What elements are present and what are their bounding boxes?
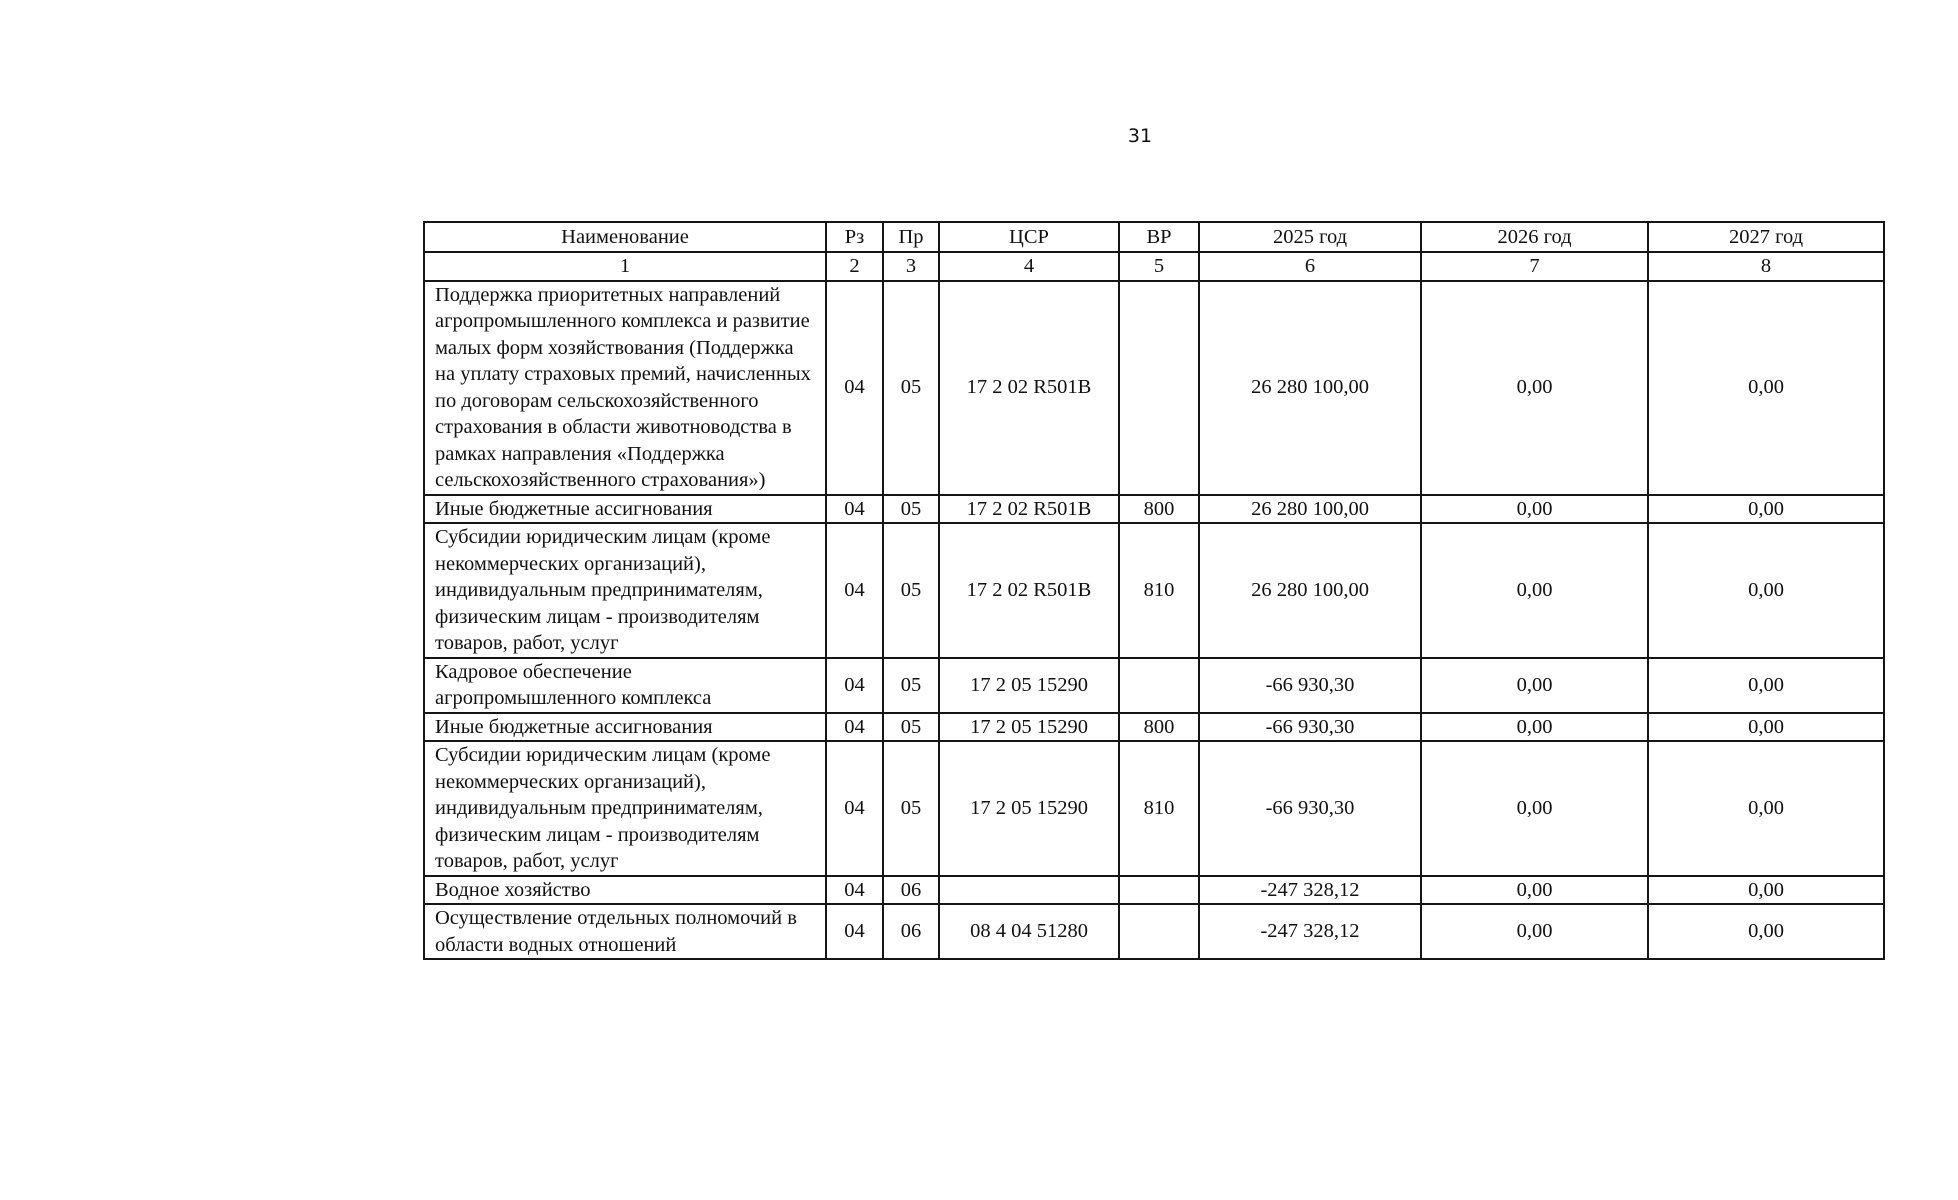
row-csr: 17 2 02 R501В bbox=[939, 523, 1119, 658]
row-vr: 800 bbox=[1119, 495, 1199, 524]
row-pr: 05 bbox=[883, 281, 939, 495]
row-2027: 0,00 bbox=[1648, 713, 1884, 742]
row-name: Кадровое обеспечение агропромышленного комплекса bbox=[424, 658, 826, 713]
row-2025: 26 280 100,00 bbox=[1199, 281, 1421, 495]
row-csr: 17 2 05 15290 bbox=[939, 658, 1119, 713]
row-pr: 06 bbox=[883, 904, 939, 959]
table-row bbox=[424, 658, 1884, 713]
row-2025: -247 328,12 bbox=[1199, 904, 1421, 959]
row-2025: 26 280 100,00 bbox=[1199, 495, 1421, 524]
header-pr: Пр bbox=[883, 222, 939, 252]
column-number: 1 bbox=[424, 252, 826, 281]
row-2026: 0,00 bbox=[1421, 904, 1648, 959]
row-vr bbox=[1119, 876, 1199, 905]
row-name: Иные бюджетные ассигнования bbox=[424, 713, 826, 742]
header-name: Наименование bbox=[424, 222, 826, 252]
row-vr: 810 bbox=[1119, 741, 1199, 876]
row-2025: -66 930,30 bbox=[1199, 658, 1421, 713]
row-name: Осуществление отдельных полномочий в области водных отношений bbox=[424, 904, 826, 959]
row-2025: -247 328,12 bbox=[1199, 876, 1421, 905]
row-2025: -66 930,30 bbox=[1199, 741, 1421, 876]
row-pr: 06 bbox=[883, 876, 939, 905]
row-vr bbox=[1119, 904, 1199, 959]
column-number: 5 bbox=[1119, 252, 1199, 281]
row-vr bbox=[1119, 281, 1199, 495]
row-rz: 04 bbox=[826, 741, 883, 876]
table-row bbox=[424, 523, 1884, 658]
row-2026: 0,00 bbox=[1421, 741, 1648, 876]
row-pr: 05 bbox=[883, 495, 939, 524]
column-number: 3 bbox=[883, 252, 939, 281]
page-number: 31 bbox=[1127, 125, 1153, 147]
column-number-row bbox=[424, 252, 1884, 281]
row-2027: 0,00 bbox=[1648, 658, 1884, 713]
row-rz: 04 bbox=[826, 523, 883, 658]
column-number: 6 bbox=[1199, 252, 1421, 281]
row-2026: 0,00 bbox=[1421, 658, 1648, 713]
row-name: Субсидии юридическим лицам (кроме некоммерческих организаций), индивидуальным предпринимателям, физическим лицам - производителям товаров, работ, услуг bbox=[424, 523, 826, 658]
row-pr: 05 bbox=[883, 658, 939, 713]
row-2027: 0,00 bbox=[1648, 876, 1884, 905]
table-row bbox=[424, 904, 1884, 959]
row-rz: 04 bbox=[826, 904, 883, 959]
header-2027: 2027 год bbox=[1648, 222, 1884, 252]
column-number: 4 bbox=[939, 252, 1119, 281]
row-vr: 800 bbox=[1119, 713, 1199, 742]
row-2026: 0,00 bbox=[1421, 281, 1648, 495]
header-2025: 2025 год bbox=[1199, 222, 1421, 252]
row-2026: 0,00 bbox=[1421, 523, 1648, 658]
row-2026: 0,00 bbox=[1421, 876, 1648, 905]
row-name: Водное хозяйство bbox=[424, 876, 826, 905]
row-2027: 0,00 bbox=[1648, 281, 1884, 495]
row-name: Субсидии юридическим лицам (кроме некоммерческих организаций), индивидуальным предпринимателям, физическим лицам - производителям товаров, работ, услуг bbox=[424, 741, 826, 876]
table-row bbox=[424, 876, 1884, 905]
row-2025: -66 930,30 bbox=[1199, 713, 1421, 742]
row-rz: 04 bbox=[826, 876, 883, 905]
row-rz: 04 bbox=[826, 713, 883, 742]
table-row bbox=[424, 713, 1884, 742]
row-2027: 0,00 bbox=[1648, 495, 1884, 524]
header-2026: 2026 год bbox=[1421, 222, 1648, 252]
header-row bbox=[424, 222, 1884, 252]
row-csr: 17 2 05 15290 bbox=[939, 713, 1119, 742]
row-pr: 05 bbox=[883, 741, 939, 876]
header-rz: Рз bbox=[826, 222, 883, 252]
column-number: 8 bbox=[1648, 252, 1884, 281]
row-2027: 0,00 bbox=[1648, 741, 1884, 876]
row-csr: 17 2 05 15290 bbox=[939, 741, 1119, 876]
row-vr: 810 bbox=[1119, 523, 1199, 658]
header-csr: ЦСР bbox=[939, 222, 1119, 252]
table-row bbox=[424, 741, 1884, 876]
row-rz: 04 bbox=[826, 495, 883, 524]
row-2027: 0,00 bbox=[1648, 904, 1884, 959]
column-number: 2 bbox=[826, 252, 883, 281]
table-row bbox=[424, 495, 1884, 524]
row-csr bbox=[939, 876, 1119, 905]
row-csr: 17 2 02 R501В bbox=[939, 495, 1119, 524]
header-vr: ВР bbox=[1119, 222, 1199, 252]
row-2027: 0,00 bbox=[1648, 523, 1884, 658]
row-2026: 0,00 bbox=[1421, 713, 1648, 742]
row-rz: 04 bbox=[826, 281, 883, 495]
row-pr: 05 bbox=[883, 713, 939, 742]
row-rz: 04 bbox=[826, 658, 883, 713]
row-name: Поддержка приоритетных направлений агропромышленного комплекса и развитие малых форм хозяйствования (Поддержка на уплату страховых премий, начисленных по договорам сельскохозяйственного страхования в области животноводства в рамках направления «Поддержка сельскохозяйственного страхования») bbox=[424, 281, 826, 495]
column-number: 7 bbox=[1421, 252, 1648, 281]
row-vr bbox=[1119, 658, 1199, 713]
row-name: Иные бюджетные ассигнования bbox=[424, 495, 826, 524]
row-2025: 26 280 100,00 bbox=[1199, 523, 1421, 658]
table-row bbox=[424, 281, 1884, 495]
row-csr: 08 4 04 51280 bbox=[939, 904, 1119, 959]
row-2026: 0,00 bbox=[1421, 495, 1648, 524]
budget-table bbox=[423, 221, 1885, 960]
row-pr: 05 bbox=[883, 523, 939, 658]
row-csr: 17 2 02 R501В bbox=[939, 281, 1119, 495]
